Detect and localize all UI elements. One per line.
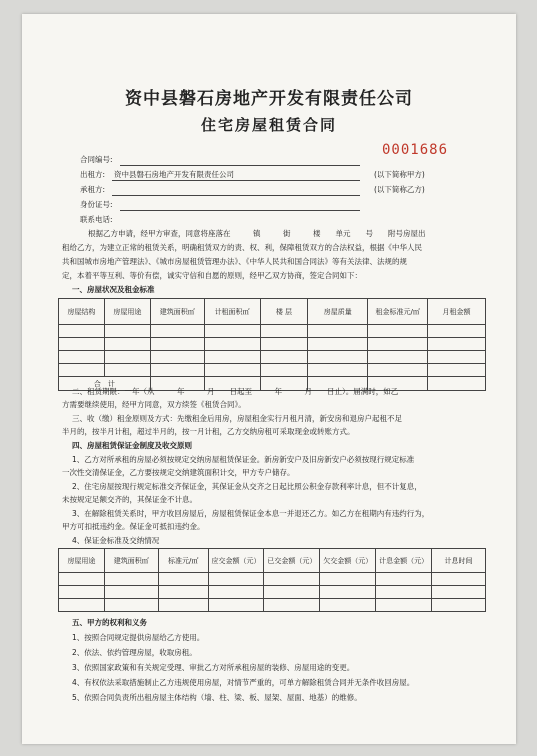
contract-title: 住宅房屋租赁合同 <box>200 116 337 134</box>
clause-4-line-2: 一次性交清保证金，乙方要按规定交纳建筑面积计交，甲方专户储存。 <box>62 468 295 477</box>
section-5-heading: 五、甲方的权利和义务 <box>72 618 147 627</box>
clause-4-line-5: 3、在解除租赁关系时，甲方收回房屋后，房屋租赁保证金本息一并退还乙方。如乙方在租期内有违约行为， <box>72 509 430 518</box>
lessee-note: (以下简称乙方) <box>374 185 425 194</box>
table-row <box>59 599 486 612</box>
rent-col-usage: 房屋用途 <box>104 299 150 325</box>
lessor-line <box>112 180 360 181</box>
intro-line-3: 共和国城市房地产管理法》、《城市房屋租赁管理办法》、《中华人民共和国合同法》等有关法律、法规的规 <box>62 257 407 266</box>
deposit-table-header <box>59 549 486 573</box>
rent-col-rent-area: 计租面积㎡ <box>204 299 260 325</box>
phone-label: 联系电话: <box>80 215 113 224</box>
deposit-table <box>58 548 486 612</box>
table-row <box>59 338 486 351</box>
clause-5-line-5: 5、依照合同负责所出租房屋主体结构（墙、柱、梁、板、屋架、屋面、地基）的维修。 <box>72 693 362 702</box>
lessor-value: 资中县磐石房地产开发有限责任公司 <box>114 170 234 179</box>
clause-2-line-1: 二、租赁期限：一年（从 年 月 日起至 年 月 日止）。届满时，如乙 <box>72 387 399 396</box>
rent-col-floor: 楼 层 <box>260 299 308 325</box>
deposit-col-owed: 欠交金额（元） <box>320 549 376 573</box>
clause-4-line-1: 1、乙方对所承租的房屋必须按规定交纳房屋租赁保证金。新房新安户及旧房新安户必须按现行规定标准 <box>72 455 415 464</box>
table-row <box>59 573 486 586</box>
lessee-line <box>112 195 360 196</box>
deposit-col-area: 建筑面积㎡ <box>104 549 158 573</box>
clause-4-4-heading: 4、保证金标准及交纳情况 <box>72 536 160 545</box>
rent-table-header <box>59 299 486 325</box>
section-1-heading: 一、房屋状况及租金标准 <box>72 285 155 294</box>
clause-5-line-3: 3、依照国家政策和有关规定受理、审批乙方对所承租房屋的装修、房屋用途的变更。 <box>72 663 355 672</box>
clause-4-line-3: 2、住宅房屋按现行规定标准交齐保证金，其保证金从交齐之日起比照公积金存款利率计息，但不计复息， <box>72 482 422 491</box>
lessee-label: 承租方: <box>80 185 106 194</box>
intro-line-4: 定，本着平等互利、等价有偿，诚实守信和自愿的原则，经甲乙双方协商，签定合同如下： <box>62 271 362 280</box>
table-row <box>59 351 486 364</box>
intro-line-2: 租给乙方，为建立正常的租赁关系，明确租赁双方的责、权、利，保障租赁双方的合法权益，根据《中华人民 <box>62 243 422 252</box>
lessor-note: (以下简称甲方) <box>374 170 425 179</box>
deposit-col-interest-amount: 计息金额（元） <box>376 549 432 573</box>
lessor-label: 出租方: <box>80 170 106 179</box>
rent-col-building-area: 建筑面积㎡ <box>150 299 204 325</box>
id-number-line <box>120 210 360 211</box>
id-number-label: 身份证号: <box>80 200 113 209</box>
deposit-col-paid: 已交金额（元） <box>264 549 320 573</box>
clause-4-line-6: 甲方可扣抵违约金。保证金可抵扣违约金。 <box>62 522 205 531</box>
clause-3-line-1: 三、收（缴）租金原则及方式：先缴租金后用房，房屋租金实行月租月清，新安房和退房户起租不足 <box>72 414 402 423</box>
clause-5-line-2: 2、依法、依约管理房屋，收取房租。 <box>72 648 197 657</box>
contract-number-line <box>120 165 360 166</box>
rent-col-monthly: 月租金额 <box>428 299 486 325</box>
serial-number: 0001686 <box>382 142 449 158</box>
table-row <box>59 325 486 338</box>
rent-col-quality: 房屋质量 <box>308 299 368 325</box>
contract-page <box>22 14 516 744</box>
intro-line-1: 根据乙方申请，经甲方审查，同意将座落在 镇 街 楼 单元 号 附号房屋出 <box>88 229 426 238</box>
table-row <box>59 586 486 599</box>
clause-2-line-2: 方需要继续使用，经甲方同意，双方续签《租赁合同》。 <box>62 400 246 409</box>
clause-5-line-4: 4、有权依法采取措施制止乙方违规使用房屋，对情节严重的，可单方解除租赁合同并无条件收回房屋。 <box>72 678 415 687</box>
rent-col-structure: 房屋结构 <box>59 299 105 325</box>
company-title: 资中县磐石房地产开发有限责任公司 <box>125 89 413 109</box>
section-4-heading: 四、房屋租赁保证金制度及收交原则 <box>72 441 192 450</box>
deposit-col-due: 应交金额（元） <box>208 549 264 573</box>
clause-5-line-1: 1、按照合同规定提供房屋给乙方使用。 <box>72 633 205 642</box>
deposit-col-usage: 房屋用途 <box>59 549 105 573</box>
rent-table <box>58 298 486 391</box>
table-row <box>59 364 486 377</box>
clause-3-line-2: 半月的，按半月计租，超过半月的，按一月计租，乙方交纳房租可采取现金或转账方式。 <box>62 427 355 436</box>
deposit-col-interest-time: 计息时间 <box>432 549 486 573</box>
contract-number-label: 合同编号: <box>80 155 113 164</box>
rent-total-label: 合 计 <box>59 377 151 391</box>
rent-col-rate: 租金标准元/㎡ <box>368 299 428 325</box>
clause-4-line-4: 未按规定足额交齐的，其保证金不计息。 <box>62 495 197 504</box>
deposit-col-rate: 标准元/㎡ <box>158 549 208 573</box>
